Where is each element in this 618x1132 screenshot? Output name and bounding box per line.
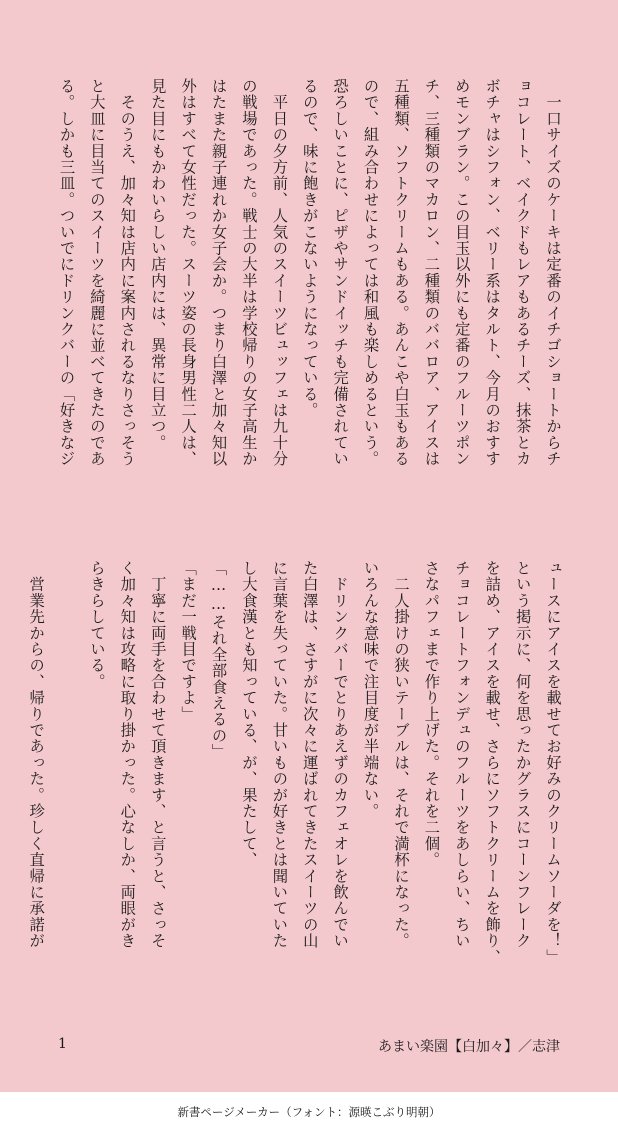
text-column: ョコレート、ベイクドもレアもあるチーズ、抹茶とカ — [513, 78, 532, 467]
footer-title: あまい楽園【白加々】／志津 — [378, 1039, 560, 1055]
text-column: 営業先からの、帰りであった。珍しく直帰に承諾が — [27, 560, 46, 949]
text-column: さなパフェまで作り上げた。それを二個。 — [422, 560, 441, 868]
text-column: いろんな意味で注目度が半端ない。 — [361, 560, 380, 820]
text-column: 恐ろしいことに、ピザやサンドイッチも完備されてい — [331, 78, 350, 467]
text-column: そのうえ、加々知は店内に案内されるなりさっそう — [118, 78, 137, 467]
text-column: る。しかも三皿。ついでにドリンクバーの「好きなジ — [57, 78, 76, 467]
text-column: はたまた親子連れか女子会か。つまり白澤と加々知以 — [209, 78, 228, 467]
text-column: 一口サイズのケーキは定番のイチゴショートからチ — [544, 78, 562, 467]
text-column: という掲示に、何を思ったかグラスにコーンフレーク — [513, 560, 532, 949]
text-column: めモンブラン。この目玉以外にも定番のフルーツポン — [452, 78, 471, 467]
text-column: 「……それ全部食えるの」 — [209, 560, 228, 760]
text-block-top — [51, 78, 568, 533]
text-column: の戦場であった。戦士の大半は学校帰りの女子高生か — [239, 78, 258, 467]
text-column: ので、組み合わせによっては和風も楽しめるという。 — [361, 78, 380, 467]
text-column: く加々知は攻略に取り掛かった。心なしか、両眼がき — [118, 560, 137, 949]
text-column: チョコレートフォンデュのフルーツをあしらい、ちい — [452, 560, 471, 949]
text-column: と大皿に目当てのスイーツを綺麗に並べてきたのであ — [87, 78, 106, 467]
text-column: ボチャはシフォン、ベリー系はタルト、今月のおすす — [483, 78, 502, 467]
text-column: ドリンクバーでとりあえずのカフェオレを飲んでい — [331, 560, 350, 949]
text-column: に言葉を失っていた。甘いものが好きとは聞いていた — [270, 560, 289, 949]
text-column: 外はすべて女性だった。スーツ姿の長身男性二人は、 — [179, 78, 198, 467]
text-column: チ、三種類のマカロン、二種類のババロア、アイスは — [422, 78, 441, 467]
text-column: らきらしている。 — [87, 560, 106, 690]
text-block-bottom — [21, 560, 568, 1010]
text-column: 平日の夕方前、人気のスイーツビュッフェは九十分 — [270, 78, 289, 467]
text-column: を詰め、アイスを載せ、さらにソフトクリームを飾り、 — [483, 560, 502, 965]
text-column: 二人掛けの狭いテーブルは、それで満杯になった。 — [391, 560, 410, 949]
text-column: るので、味に飽きがこないようになっている。 — [300, 78, 319, 419]
app-credit: 新書ページメーカー（フォント：源暎こぶり明朝） — [177, 1105, 441, 1119]
text-column: 丁寧に両手を合わせて頂きます、と言うと、さっそ — [148, 560, 167, 949]
text-column: 五種類、ソフトクリームもある。あんこや白玉もある — [391, 78, 410, 467]
blank-column — [51, 560, 81, 1010]
text-column: ュースにアイスを載せてお好みのクリームソーダを！」 — [544, 560, 562, 965]
text-column: た白澤は、さすがに次々に運ばれてきたスイーツの山 — [300, 560, 319, 949]
page-number: 1 — [58, 1036, 67, 1052]
text-column: 見た目にもかわいらしい店内には、異常に目立つ。 — [148, 78, 167, 451]
text-column: し大食漢とも知っている、が、果たして、 — [239, 560, 258, 868]
text-column: 「まだ一戦目ですよ」 — [179, 560, 198, 722]
